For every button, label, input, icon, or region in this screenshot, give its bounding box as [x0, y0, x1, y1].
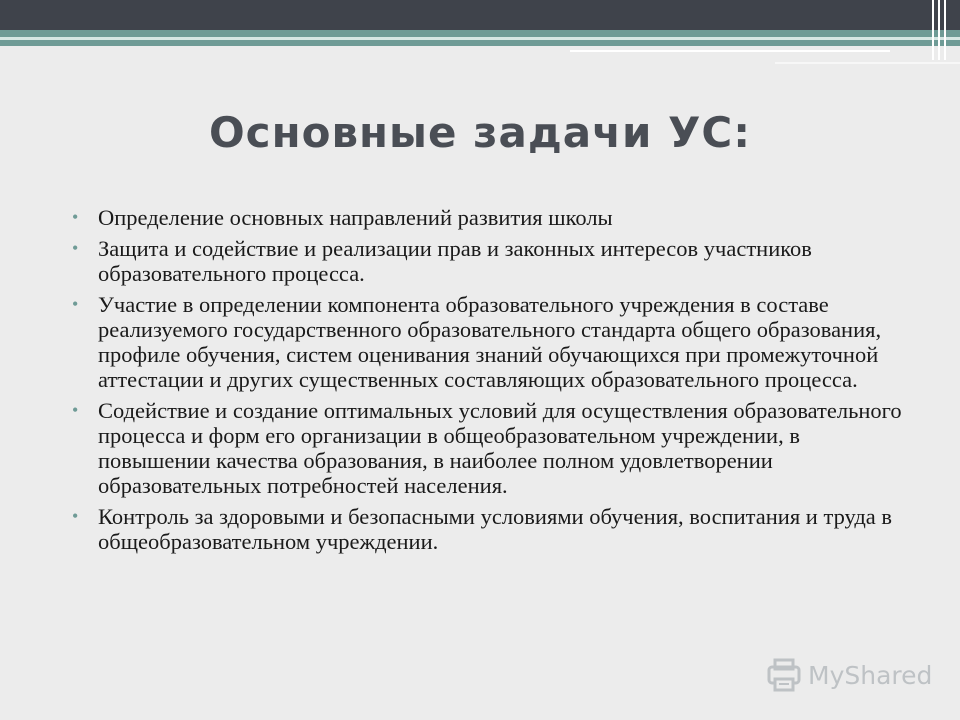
myshared-watermark — [766, 655, 932, 695]
decorative-rule — [570, 50, 890, 52]
bullet-dot-icon: • — [72, 400, 79, 420]
bullet-text: Определение основных направлений развития школы — [98, 205, 613, 230]
corner-lines-decoration — [930, 0, 952, 60]
bullet-text: Контроль за здоровыми и безопасными условиями обучения, воспитания и труда в общеобразовательном учреждении. — [98, 504, 893, 554]
top-header-bar — [0, 0, 960, 30]
bullet-item — [72, 398, 912, 498]
bullet-item — [72, 205, 912, 230]
bullet-item — [72, 292, 912, 392]
bullet-dot-icon: • — [72, 238, 79, 258]
watermark-text: MyShared — [808, 660, 933, 690]
accent-stripe — [0, 37, 960, 40]
bullet-dot-icon: • — [72, 207, 79, 227]
bullet-text: Участие в определении компонента образовательного учреждения в составе реализуемого государственного образовательного стандарта общего образования, профиле обучения, систем оценивания знаний обучающихся при промежуточной аттестации и других существенных составляющих образовательного процесса. — [98, 292, 882, 392]
bullet-item — [72, 236, 912, 286]
bullet-text: Содействие и создание оптимальных условий для осуществления образовательного процесса и форм его организации в общеобразовательном учреждении, в повышении качества образования, в наиболее полном удовлетворении образовательных потребностей населения. — [98, 398, 902, 498]
accent-band — [0, 30, 960, 46]
bullet-dot-icon: • — [72, 294, 79, 314]
bullet-dot-icon: • — [72, 506, 79, 526]
printer-logo-icon — [766, 657, 802, 693]
bullet-item — [72, 504, 912, 554]
decorative-rule — [775, 62, 960, 64]
bullet-list — [72, 205, 912, 560]
slide-title: Основные задачи УС: — [208, 108, 752, 157]
bullet-text: Защита и содействие и реализации прав и законных интересов участников образовательного процесса. — [98, 236, 812, 286]
